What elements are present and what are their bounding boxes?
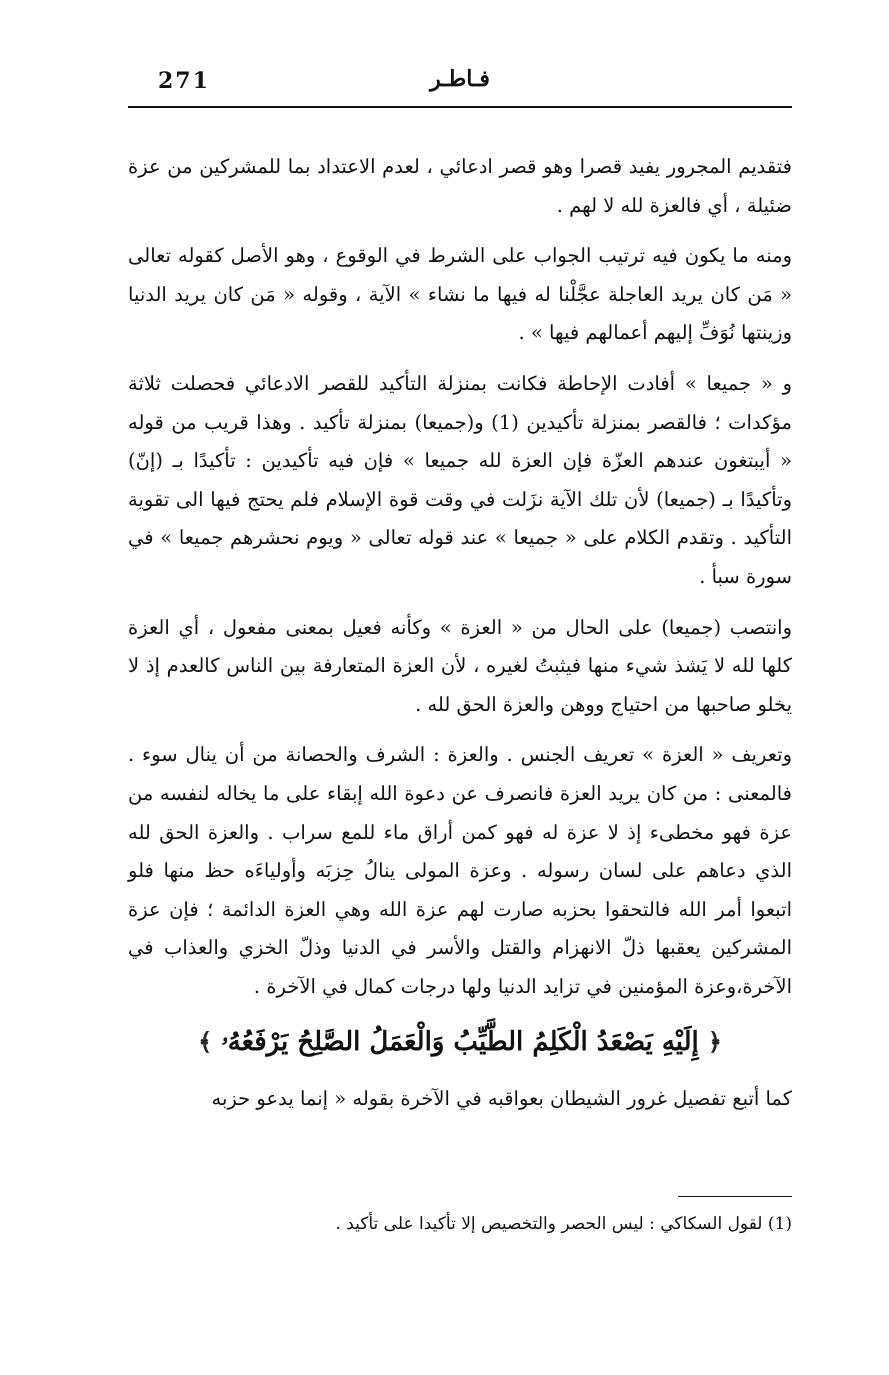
paragraph: وتعريف « العزة » تعريف الجنس . والعزة : الشرف والحصانة من أن ينال سوء . فالمعنى : من كان يريد العزة فانصرف عن دعوة الله إبقاء على ما يخاله لنفسه من عزة فهو مخطىء إذ لا عزة له فهو كمن أراق ماء للمع سراب . والعزة الحق لله الذي دعاهم على لسان رسوله . وعزة المولى ينالُ حِزبَه وأولياءَه حظ منها فلو اتبعوا أمر الله فالتحقوا بحزبه صارت لهم عزة الله وهي العزة الدائمة ؛ فإن عزة المشركين يعقبها ذلّ الانهزام والقتل والأسر في الدنيا وذلّ الخزي والعذاب في الآخرة،وعزة المؤمنين في تزايد الدنيا ولها درجات كمال في الآخرة . <box>128 743 792 998</box>
paragraph: فتقديم المجرور يفيد قصرا وهو قصر ادعائي ، لعدم الاعتداد بما للمشركين من عزة ضئيلة ، أي فالعزة لله لا لهم . <box>128 155 792 217</box>
verse-open-bracket: ﴿ <box>707 1027 722 1057</box>
quran-verse <box>128 1018 792 1066</box>
footnote: (1) لقول السكاكي : ليس الحصر والتخصيص إلا تأكيدا على تأكيد . <box>335 1214 792 1234</box>
footnote-divider <box>678 1196 792 1197</box>
paragraph: ومنه ما يكون فيه ترتيب الجواب على الشرط في الوقوع ، وهو الأصل كقوله تعالى « مَن كان يريد العاجلة عجَّلْنا له فيها ما نشاء » الآية ، وقوله « مَن كان يريد الدنيا وزينتها نُوَفِّ إليهم أعمالهم فيها » . <box>128 244 792 345</box>
paragraph-after-verse: كما أتبع تفصيل غرور الشيطان بعواقبه في الآخرة بقوله « إنما يدعو حزبه <box>211 1087 792 1111</box>
main-text <box>128 148 792 1131</box>
page-header <box>128 62 792 102</box>
running-title: فـاطـر <box>430 66 490 92</box>
verse-text: إِلَيْهِ يَصْعَدُ الْكَلِمُ الطَّيِّبُ وَالْعَمَلُ الصَّلِحُ يَرْفَعُهُۥ <box>221 1027 699 1058</box>
paragraph: و « جميعا » أفادت الإحاطة فكانت بمنزلة التأكيد للقصر الادعائي فحصلت ثلاثة مؤكدات ؛ فالقصر بمنزلة تأكيدين (1) و(جميعا) بمنزلة تأكيد . وهذا قريب من قوله « أيبتغون عندهم العزّة فإن العزة لله جميعا » فإن فيه تأكيدين : تأكيدًا بـ (إنّ) وتأكيدًا بـ (جميعا) لأن تلك الآية نزَلت في وقت قوة الإسلام فلم يحتج فيها الى تقوية التأكيد . وتقدم الكلام على « جميعا » عند قوله تعالى « ويوم نحشرهم جميعا » في سورة سبأ . <box>128 371 792 588</box>
verse-close-bracket: ﴾ <box>198 1027 213 1057</box>
page-number: 271 <box>158 68 210 94</box>
header-divider <box>128 106 792 108</box>
paragraph: وانتصب (جميعا) على الحال من « العزة » وكأنه فعيل بمعنى مفعول ، أي العزة كلها لله لا يَشذ شيء منها فيثبتُ لغيره ، لأن العزة المتعارفة بين الناس كالعدم إذ لا يخلو صاحبها من احتياج ووهن والعزة الحق لله . <box>128 615 792 716</box>
